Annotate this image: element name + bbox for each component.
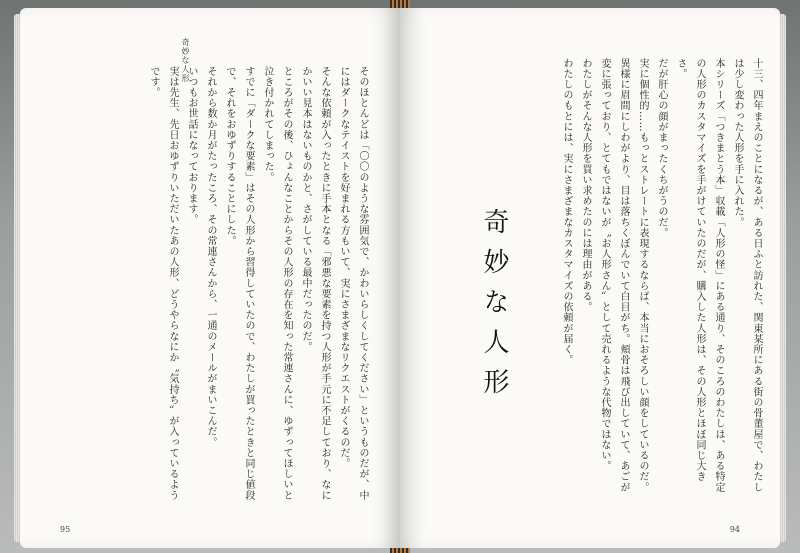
paragraph: そんな依頼が入ったときに手本となる「邪悪な要素を持つ人形が手元に不足しており、なにかいい見本はないものかと、さがしている最中だったのだ。: [300, 66, 330, 501]
left-page-text: [42, 66, 372, 506]
right-page: [400, 8, 780, 548]
paragraph: そのほとんどは「〇〇のような雰囲気で、かわいらしくしてください」というものだが、中にはダークなテイストを好まれる方もいて、実にさまざまなリクエストがくるのだ。: [338, 66, 368, 501]
paragraph: わたしのもとには、実にさまざまなカスタマイズの依頼が届く。: [561, 58, 572, 366]
paragraph: 実に個性的……もっとストレートに表現するならば、本当におそろしい顔をしているのだ。: [637, 58, 648, 493]
left-page: [20, 8, 400, 548]
page-number-left: 95: [60, 525, 71, 534]
right-page-text: [556, 58, 766, 498]
open-book: [20, 8, 780, 548]
paragraph: だが肝心の顔がまったくちがうのだ。: [656, 58, 667, 239]
paragraph: それから数か月がたったころ、その常連さんから、一通のメールがまいこんだ。: [205, 66, 216, 448]
paragraph: 十三、四年まえのことになるが、ある日ふと訪れた、関東某所にある街の骨董屋で、わたしは少し変わった人形を手に入れた。: [732, 58, 762, 493]
paragraph: ところがその後、ひょんなことからその人形の存在を知った常連さんに、ゆずってほしいと泣き付かれてしまった。: [262, 66, 292, 501]
paragraph: 実は先生、先日おゆずりいただいたあの人形、どうやらなにか〝気持ち〟が入っているようです。: [148, 66, 178, 501]
paragraph: わたしがそんな人形を買い求めたのには理由がある。: [580, 58, 591, 313]
paragraph: すでに「ダークな要素」はその人形から習得していたので、わたしが買ったときと同じ値段で、それをおゆずりすることにした。: [224, 66, 254, 501]
paragraph: いつもお世話になっております。: [186, 66, 197, 225]
chapter-title: 奇妙な人形: [479, 208, 509, 408]
page-number-right: 94: [729, 525, 740, 534]
paragraph: 異様に眉間にしわがより、目は落ちくぼんでいて白目がち。頬骨は飛び出していて、あごが変に張っており、とてもではないが〝お人形さん〟として売れるような代物ではない。: [599, 58, 629, 493]
paragraph: 本シリーズ「つきまとう本」収載「人形の怪」にある通り、そのころのわたしは、ある特定の人形のカスタマイズを手がけていたのだが、購入した人形は、その人形とほぼ同じ大きさ。: [675, 58, 724, 493]
running-head: 奇妙な人形: [181, 38, 190, 83]
